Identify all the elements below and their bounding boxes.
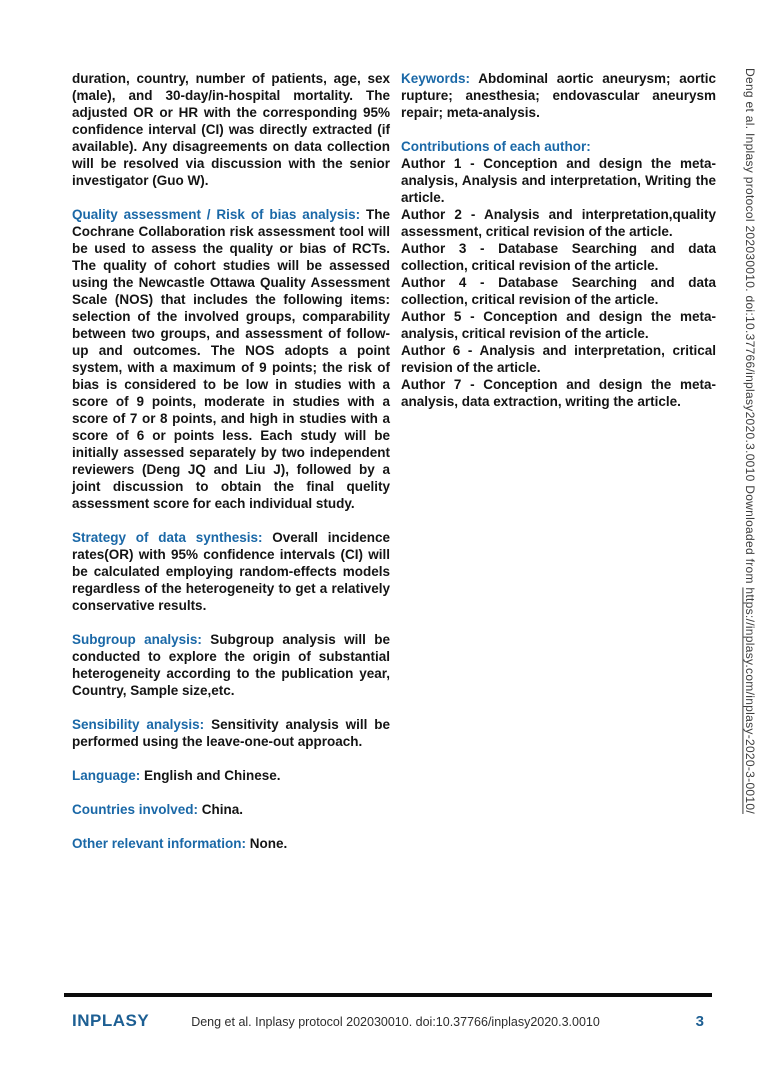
section-other-relevant-information <box>72 835 390 852</box>
section-text: China. <box>201 802 244 817</box>
contributions-heading: Contributions of each author: <box>401 139 591 154</box>
left-column <box>72 70 390 852</box>
intro-paragraph: duration, country, number of patients, age, sex (male), and 30-day/in-hospital mortality. The adjusted OR or HR with the corresponding 95% confidence interval (CI) was directly extracted (if available). Any disagreements on data collection will be resolved via discussion with the senior investigator (Guo W). <box>72 71 390 188</box>
section-label: Keywords: <box>401 71 471 86</box>
footer <box>72 1011 704 1031</box>
sidebar-citation-text: Deng et al. Inplasy protocol 202030010. doi:10.37766/inplasy2020.3.0010 Downloaded from <box>743 68 757 588</box>
footer-divider-rule <box>64 993 712 997</box>
section-language <box>72 767 390 784</box>
section-text: Sensitivity analysis will be performed using the leave-one-out approach. <box>72 717 390 749</box>
sidebar-citation <box>743 68 757 814</box>
section-text: The Cochrane Collaboration risk assessment tool will be used to assess the quality or bias of RCTs. The quality of cohort studies will be assessed using the Newcastle Ottawa Quality Assessment Scale (NOS) that includes the following items: selection of the involved groups, comparability between two groups, and assessment of follow-up and outcomes. The NOS adopts a point system, with a maximum of 9 points; the risk of bias is considered to be low in studies with a score of 9 points, moderate in studies with a score of 7 or 8 points, and high in studies with a score of 6 or points less. Each study will be initially assessed separately by two independent reviewers (Deng JQ and Liu J), followed by a joint discussion to obtain the final quelity assessment score for each individual study. <box>72 207 390 511</box>
section-text: Subgroup analysis will be conducted to explore the origin of substantial heterogeneity according to the publication year, Country, Sample size,etc. <box>72 632 390 698</box>
section-quality-assessment <box>72 206 390 512</box>
section-label: Strategy of data synthesis: <box>72 530 263 545</box>
author-line-3: Author 3 - Database Searching and data collection, critical revision of the article. <box>401 241 716 273</box>
section-subgroup-analysis <box>72 631 390 699</box>
author-line-4: Author 4 - Database Searching and data collection, critical revision of the article. <box>401 275 716 307</box>
page-number: 3 <box>695 1013 704 1030</box>
section-text: English and Chinese. <box>144 768 281 783</box>
section-text: None. <box>249 836 288 851</box>
section-label: Quality assessment / Risk of bias analysis: <box>72 207 361 222</box>
section-text: Overall incidence rates(OR) with 95% confidence intervals (CI) will be calculated employing random-effects models regardless of the heterogeneity to get a relatively conservative results. <box>72 530 390 613</box>
section-label: Subgroup analysis: <box>72 632 202 647</box>
section-label: Language: <box>72 768 141 783</box>
author-line-1: Author 1 - Conception and design the meta-analysis, Analysis and interpretation, Writing the article. <box>401 156 716 205</box>
section-label: Other relevant information: <box>72 836 247 851</box>
section-sensibility-analysis <box>72 716 390 750</box>
section-strategy-of-data-synthesis <box>72 529 390 614</box>
inplasy-logo: INPLASY <box>72 1011 150 1030</box>
section-text: Abdominal aortic aneurysm; aortic rupture; anesthesia; endovascular aneurysm repair; meta-analysis. <box>401 71 716 120</box>
section-keywords <box>401 70 716 121</box>
section-label: Sensibility analysis: <box>72 717 205 732</box>
footer-citation: Deng et al. Inplasy protocol 202030010. doi:10.37766/inplasy2020.3.0010 <box>191 1015 600 1029</box>
author-line-7: Author 7 - Conception and design the meta-analysis, data extraction, writing the article. <box>401 377 716 409</box>
sidebar-citation-link[interactable]: https://inplasy.com/inplasy-2020-3-0010/ <box>743 587 757 814</box>
author-line-2: Author 2 - Analysis and interpretation,quality assessment, critical revision of the article. <box>401 207 716 239</box>
author-line-6: Author 6 - Analysis and interpretation, critical revision of the article. <box>401 343 716 375</box>
right-column <box>401 70 716 410</box>
section-label: Countries involved: <box>72 802 199 817</box>
section-countries-involved <box>72 801 390 818</box>
author-line-5: Author 5 - Conception and design the meta-analysis, critical revision of the article. <box>401 309 716 341</box>
